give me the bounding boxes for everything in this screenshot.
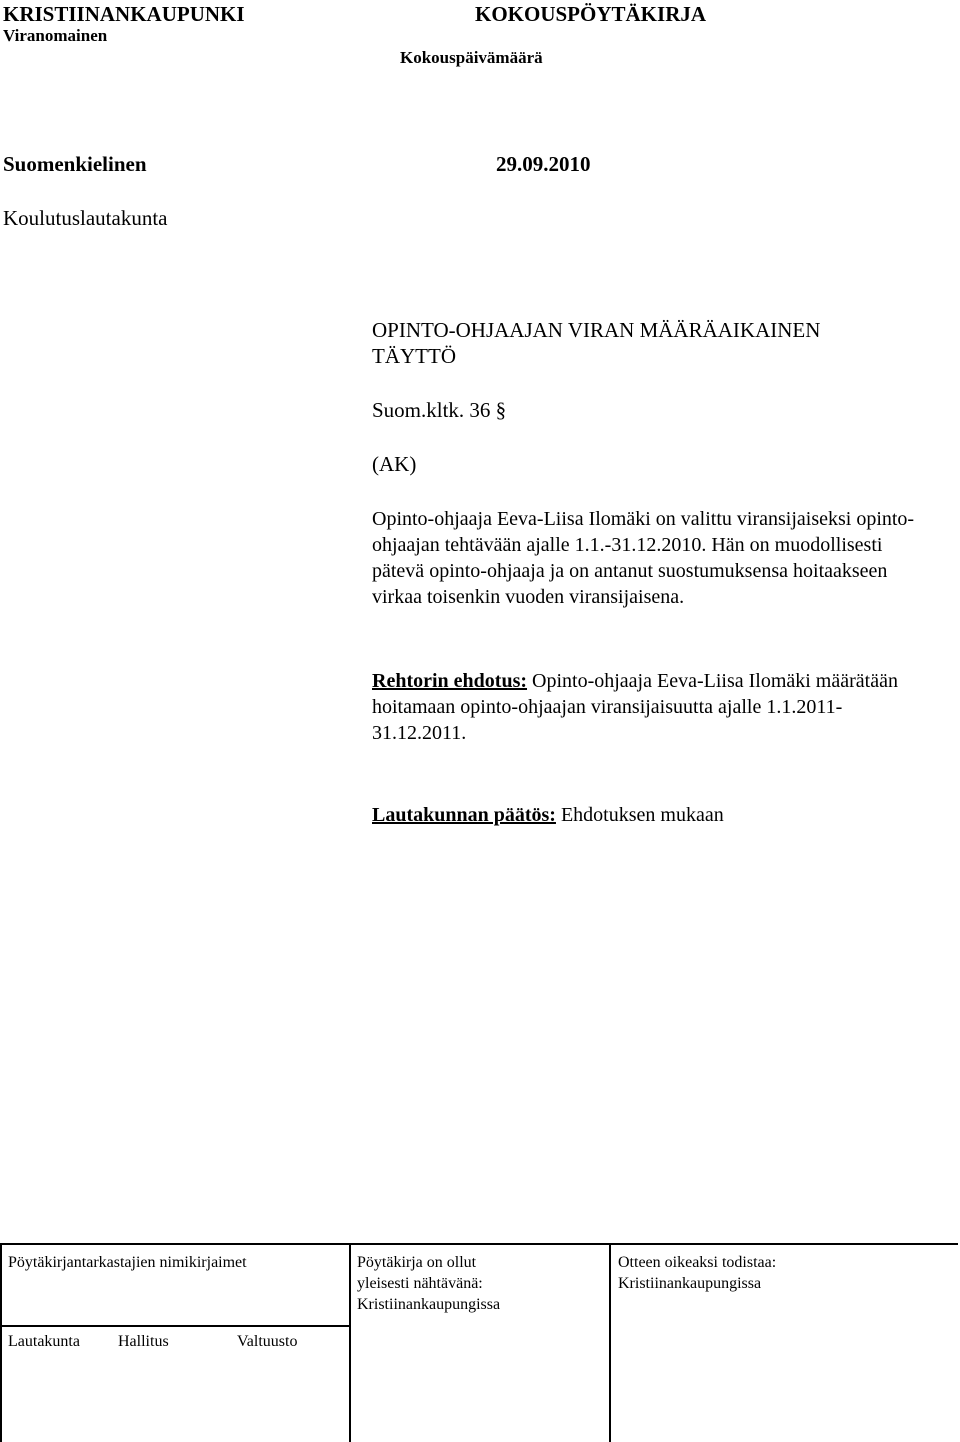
- decision-paragraph: [372, 802, 932, 828]
- col-council: Valtuusto: [237, 1333, 298, 1350]
- item-title-line2: TÄYTTÖ: [372, 344, 456, 368]
- document-type: KOKOUSPÖYTÄKIRJA: [475, 2, 707, 26]
- meeting-date-value: 29.09.2010: [496, 152, 591, 176]
- col-government: Hallitus: [118, 1333, 169, 1350]
- footer-divider-1: [349, 1243, 351, 1442]
- decision-text: Ehdotuksen mukaan: [555, 804, 724, 826]
- copy-certified-line2: Kristiinankaupungissa: [618, 1275, 762, 1292]
- public-display-line2: yleisesti nähtävänä:: [357, 1275, 483, 1292]
- footer-divider-2: [609, 1243, 611, 1442]
- footer-top-border: [0, 1243, 958, 1245]
- city-name: KRISTIINANKAUPUNKI: [3, 2, 245, 26]
- public-display-line1: Pöytäkirja on ollut: [357, 1254, 477, 1271]
- item-initials: (AK): [372, 452, 417, 476]
- copy-certified-line1: Otteen oikeaksi todistaa:: [618, 1254, 777, 1271]
- proposal-paragraph: [372, 668, 932, 746]
- public-display-line3: Kristiinankaupungissa: [357, 1296, 501, 1313]
- inspectors-label: Pöytäkirjantarkastajien nimikirjaimet: [8, 1254, 247, 1271]
- col-board: Lautakunta: [8, 1333, 80, 1350]
- meeting-date-label: Kokouspäivämäärä: [400, 48, 543, 67]
- footer-left-border: [0, 1243, 2, 1442]
- decision-label: Lautakunnan päätös:: [372, 804, 556, 826]
- authority-value: Suomenkielinen: [3, 152, 147, 176]
- footer-inner-border: [0, 1325, 351, 1327]
- item-title-line1: OPINTO-OHJAAJAN VIRAN MÄÄRÄAIKAINEN: [372, 318, 821, 342]
- proposal-text: Opinto-ohjaaja Eeva-Liisa Ilomäki määrätään hoitamaan opinto-ohjaajan viransijaisuutta ajalle 1.1.2011-31.12.2011.: [372, 670, 898, 744]
- footer-signature-table: [0, 1243, 958, 1442]
- item-description: Opinto-ohjaaja Eeva-Liisa Ilomäki on valittu viransijaiseksi opinto-ohjaajan tehtävään ajalle 1.1.-31.12.2010. Hän on muodollisesti pätevä opinto-ohjaaja ja on antanut suostumuksensa hoitaakseen virkaa toisenkin vuoden viransijaisena.: [372, 508, 915, 608]
- authority-label: Viranomainen: [3, 26, 108, 45]
- board-name: Koulutuslautakunta: [3, 206, 168, 230]
- proposal-label: Rehtorin ehdotus:: [372, 670, 528, 692]
- item-reference: Suom.kltk. 36 §: [372, 398, 507, 422]
